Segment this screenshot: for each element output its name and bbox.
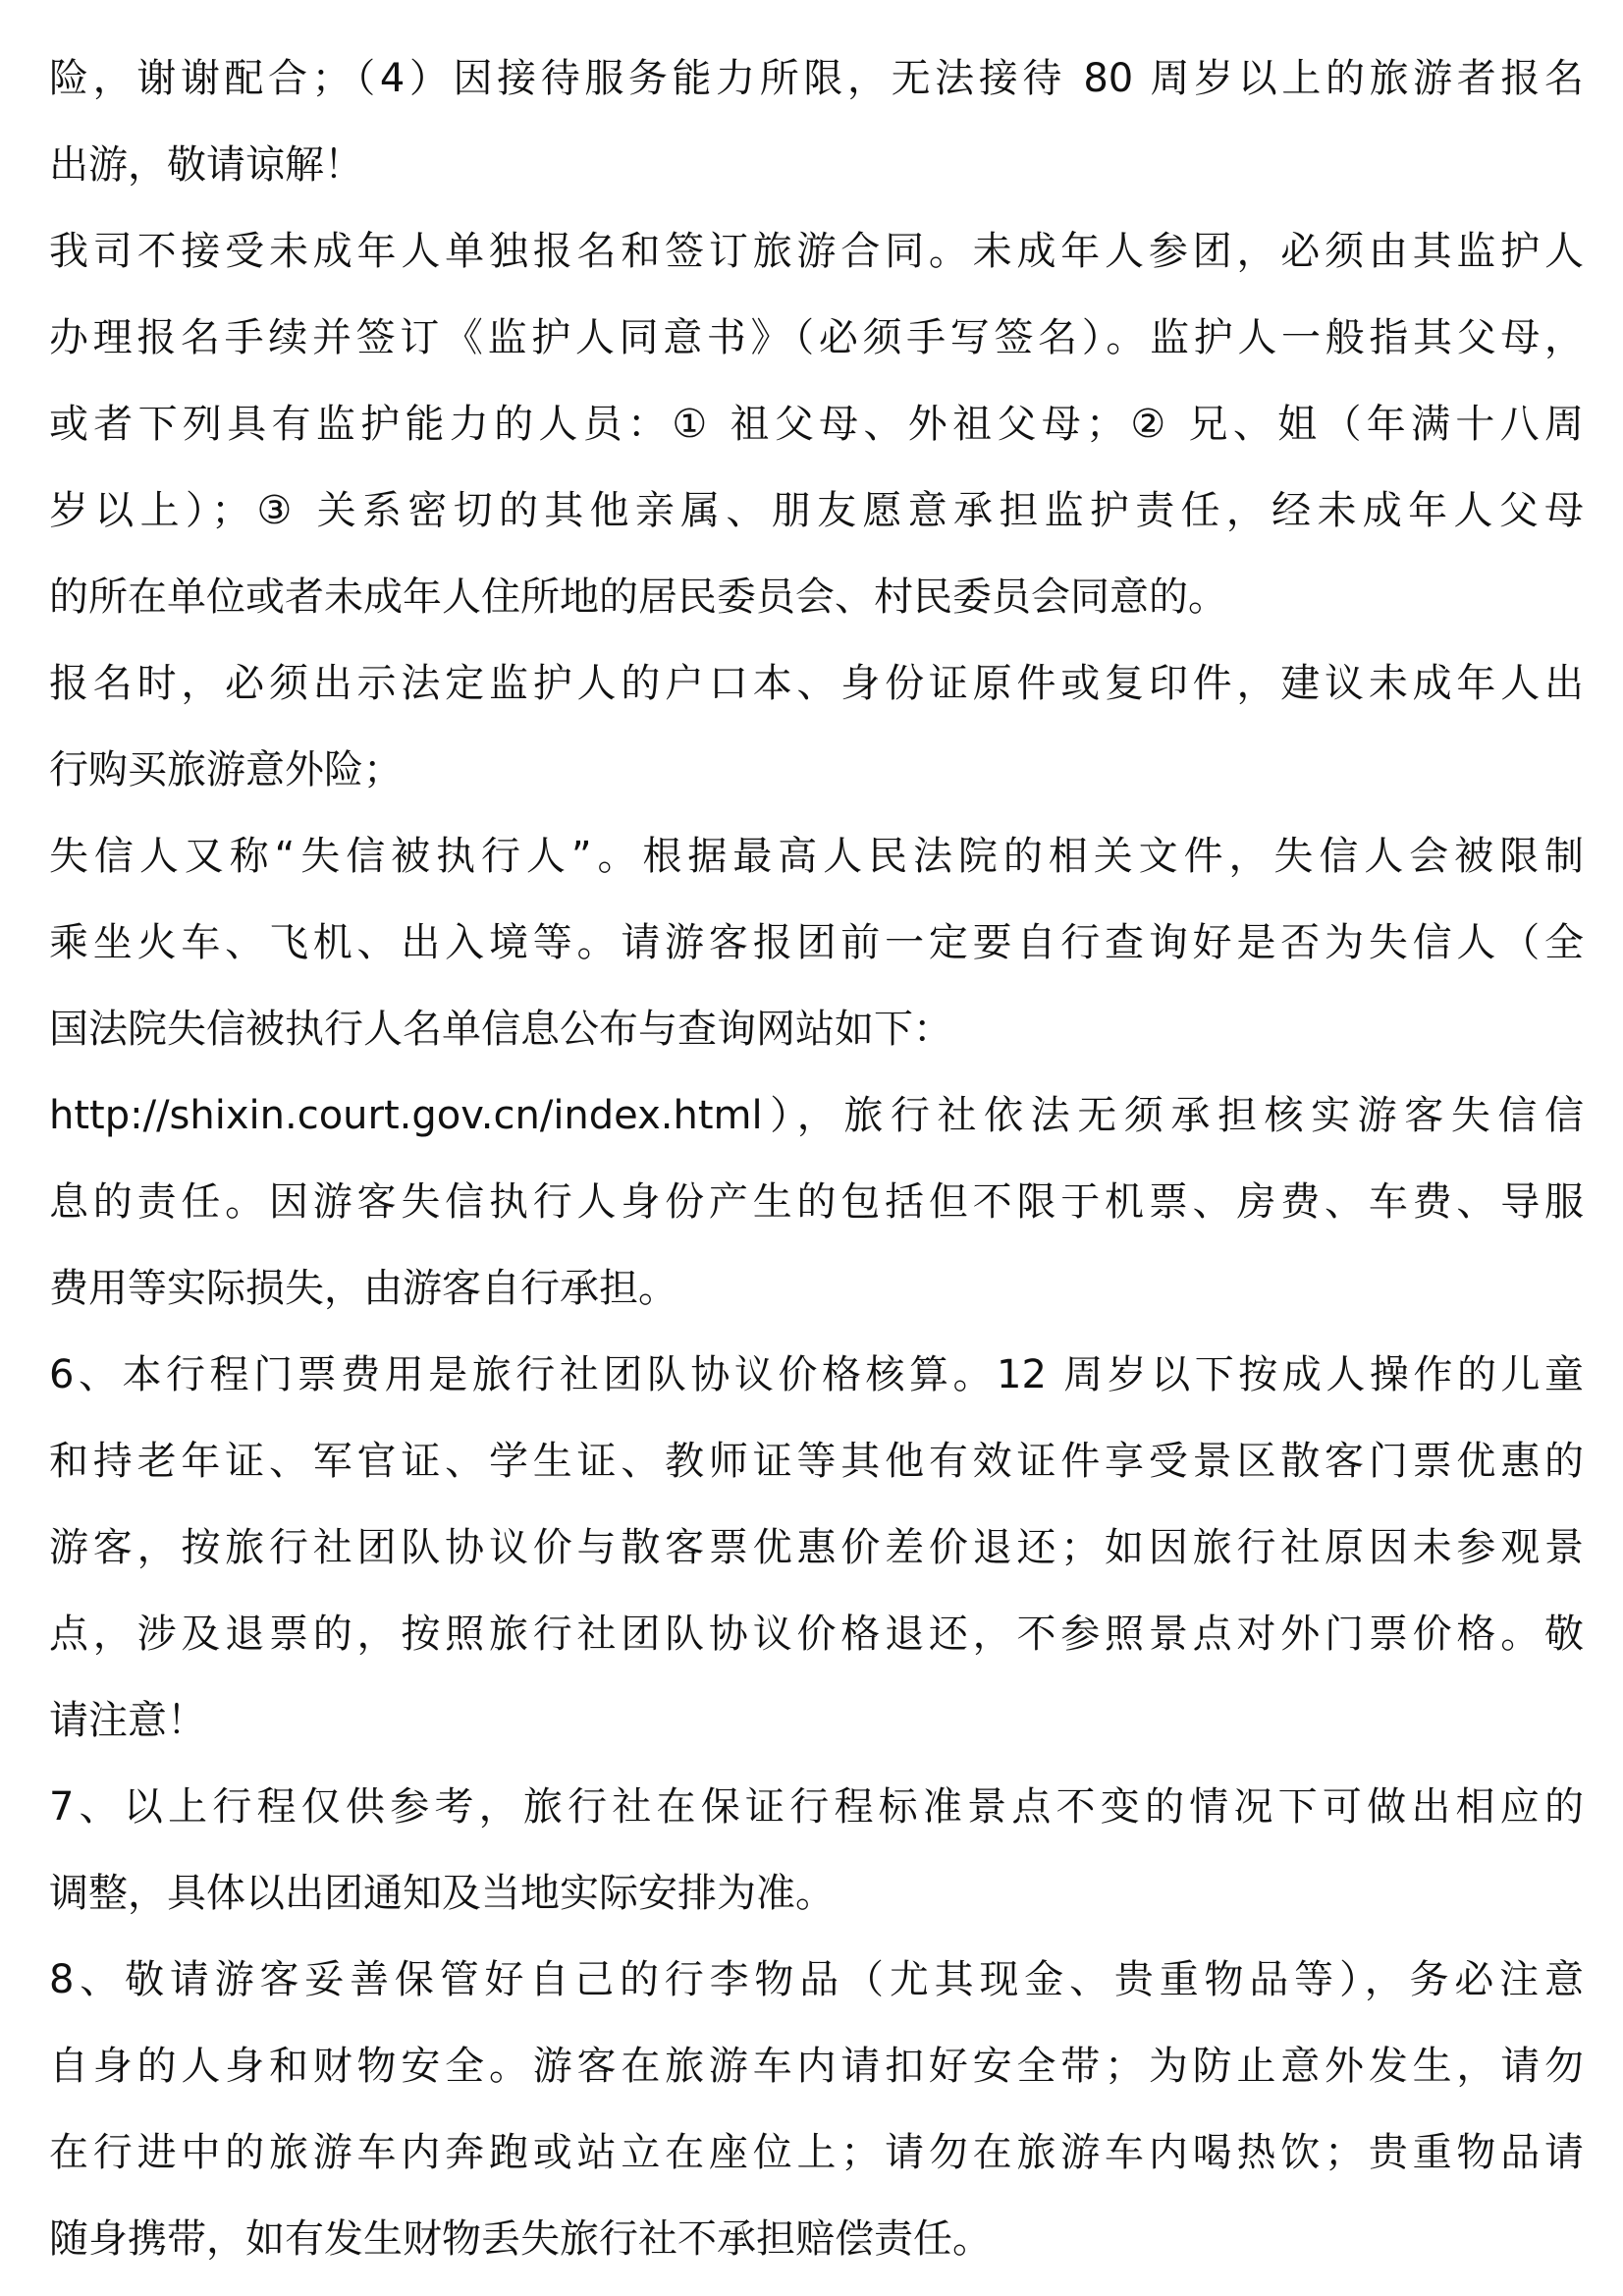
text-line-1: 险，谢谢配合；（4）因接待服务能力所限，无法接待 80 周岁以上的旅游者报名 [49, 56, 1584, 101]
text-line-14: 息的责任。因游客失信执行人身份产生的包括但不限于机票、房费、车费、导服 [49, 1179, 1584, 1225]
text-line-24: 自身的人身和财物安全。游客在旅游车内请扣好安全带；为防止意外发生，请勿 [49, 2044, 1584, 2089]
text-line-20: 请注意！ [49, 1698, 206, 1743]
text-line-25: 在行进中的旅游车内奔跑或站立在座位上；请勿在旅游车内喝热饮；贵重物品请 [49, 2130, 1584, 2175]
text-line-7: 的所在单位或者未成年人住所地的居民委员会、村民委员会同意的。 [49, 574, 1227, 620]
text-line-17: 和持老年证、军官证、学生证、教师证等其他有效证件享受景区散客门票优惠的 [49, 1439, 1584, 1484]
text-line-5: 或者下列具有监护能力的人员：① 祖父母、外祖父母；② 兄、姐（年满十八周 [49, 402, 1584, 447]
text-line-4: 办理报名手续并签订《监护人同意书》（必须手写签名）。监护人一般指其父母， [49, 315, 1584, 360]
text-line-10: 失信人又称“失信被执行人”。根据最高人民法院的相关文件，失信人会被限制 [49, 834, 1584, 879]
text-line-22: 调整，具体以出团通知及当地实际安排为准。 [49, 1871, 835, 1916]
text-line-9: 行购买旅游意外险； [49, 747, 403, 793]
text-line-8: 报名时，必须出示法定监护人的户口本、身份证原件或复印件，建议未成年人出 [49, 661, 1584, 706]
text-line-2: 出游，敬请谅解！ [49, 142, 363, 188]
text-line-16: 6、本行程门票费用是旅行社团队协议价格核算。12 周岁以下按成人操作的儿童 [49, 1352, 1584, 1397]
text-line-12: 国法院失信被执行人名单信息公布与查询网站如下： [49, 1007, 952, 1052]
text-line-15: 费用等实际损失，由游客自行承担。 [49, 1266, 677, 1311]
text-line-19: 点，涉及退票的，按照旅行社团队协议价格退还，不参照景点对外门票价格。敬 [49, 1612, 1584, 1657]
text-line-6: 岁以上）；③ 关系密切的其他亲属、朋友愿意承担监护责任，经未成年人父母 [49, 488, 1584, 533]
text-line-11: 乘坐火车、飞机、出入境等。请游客报团前一定要自行查询好是否为失信人（全 [49, 920, 1584, 965]
text-line-26: 随身携带，如有发生财物丢失旅行社不承担赔偿责任。 [49, 2216, 992, 2262]
text-line-18: 游客，按旅行社团队协议价与散客票优惠价差价退还；如因旅行社原因未参观景 [49, 1525, 1584, 1570]
text-line-23: 8、敬请游客妥善保管好自己的行李物品（尤其现金、贵重物品等），务必注意 [49, 1957, 1584, 2002]
text-line-3: 我司不接受未成年人单独报名和签订旅游合同。未成年人参团，必须由其监护人 [49, 229, 1584, 274]
text-line-21: 7、以上行程仅供参考，旅行社在保证行程标准景点不变的情况下可做出相应的 [49, 1784, 1584, 1830]
text-line-13: http://shixin.court.gov.cn/index.html），旅行社依法无须承担核实游客失信信 [49, 1093, 1584, 1138]
